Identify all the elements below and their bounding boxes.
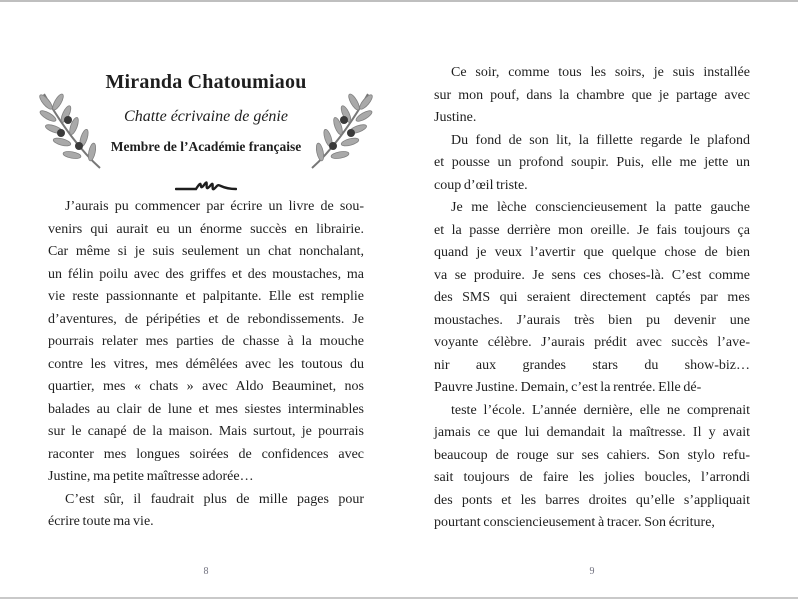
author-subtitle: Chatte écrivaine de génie <box>124 108 288 125</box>
text-line: d’aventures, de péripéties et de rebondissements. Je <box>48 311 364 327</box>
text-line: Justine. <box>434 110 477 125</box>
text-line: voyante célèbre. J’aurais prédit avec succès l’ave- <box>434 335 750 350</box>
text-line: C’est sûr, il faudrait plus de mille pages pour <box>65 491 364 507</box>
text-line: beaucoup de rouge sur ses cahiers. Son stylo refu- <box>434 447 750 463</box>
text-line: des ponts et les barres droites qu’elle s’appliquait <box>434 492 750 508</box>
text-line: sait toujours de faire les jolies boucles, l’arrondi <box>434 470 750 485</box>
text-line: des SMS qui seraient directement captés par mes <box>434 290 750 305</box>
text-line: quartier, mes « chats » avec Aldo Beauminet, nos <box>48 379 364 394</box>
olive-branch-icon <box>308 86 378 174</box>
book-page-right <box>434 0 750 601</box>
text-line: coup d’œil triste. <box>434 177 528 193</box>
text-line: jamais ce que lui demandait la maîtresse. Il y avait <box>434 425 750 440</box>
text-line: contre les vitres, mes démêlées avec les toutous du <box>48 356 364 372</box>
text-line: J’aurais pu commencer par écrire un livre de sou- <box>65 199 364 214</box>
book-page-left <box>48 0 364 601</box>
page-number-right: 9 <box>589 566 595 577</box>
text-line: moustaches. J’aurais très bien pu devenir une <box>434 312 750 328</box>
text-line: raconter mes longues soirées de confidences avec <box>48 446 364 462</box>
author-name: Miranda Chatoumiaou <box>105 71 307 93</box>
text-line: Ce soir, comme tous les soirs, je suis installée <box>451 65 750 80</box>
text-line: pourtant consciencieusement à tracer. Son écriture, <box>434 515 715 530</box>
body-text-left <box>48 196 364 534</box>
chapter-header <box>48 70 364 203</box>
text-line: balades au clair de lune et mes siestes interminables <box>48 401 364 417</box>
text-line: teste l’école. L’année dernière, elle ne comprenait <box>451 402 750 418</box>
text-line: Pauvre Justine. Demain, c’est la rentrée. Elle dé- <box>434 380 702 395</box>
text-line: un félin poilu avec des griffes et des moustaches, ma <box>48 266 364 282</box>
text-line: et pousse un profond soupir. Puis, elle me jette un <box>434 155 750 170</box>
text-line: sur le canapé de la maison. Mais surtout, je pourrais <box>48 424 364 439</box>
olive-branch-icon <box>34 86 104 174</box>
text-line: écrire toute ma vie. <box>48 514 154 529</box>
text-line: venirs qui aurait eu un énorme succès en librairie. <box>48 221 364 237</box>
text-line: Du fond de son lit, la fillette regarde le plafond <box>451 132 750 148</box>
page-number-left: 8 <box>203 566 209 577</box>
text-line: pourrais relater mes parties de chasse à la mouche <box>48 334 364 349</box>
text-line: Justine, ma petite maîtresse adorée… <box>48 469 254 484</box>
text-line: nir aux grandes stars du show-biz… <box>434 357 750 373</box>
text-line: Je me lèche consciencieusement la patte gauche <box>451 200 750 215</box>
text-line: vie reste passionnante et palpitante. Elle est remplie <box>48 289 364 304</box>
author-affiliation: Membre de l’Académie française <box>110 139 302 154</box>
text-line: et la passe derrière mon oreille. Je fais toujours ça <box>434 222 750 238</box>
text-line: Car même si je suis seulement un chat nonchalant, <box>48 244 364 259</box>
text-line: quand je veux l’avertir que quelque chose de bien <box>434 245 750 260</box>
text-line: va se produire. Je sens ces choses-là. C’est comme <box>434 267 750 283</box>
body-text-right <box>434 62 750 535</box>
text-line: sur mon pouf, dans la chambre que je partage avec <box>434 87 750 103</box>
